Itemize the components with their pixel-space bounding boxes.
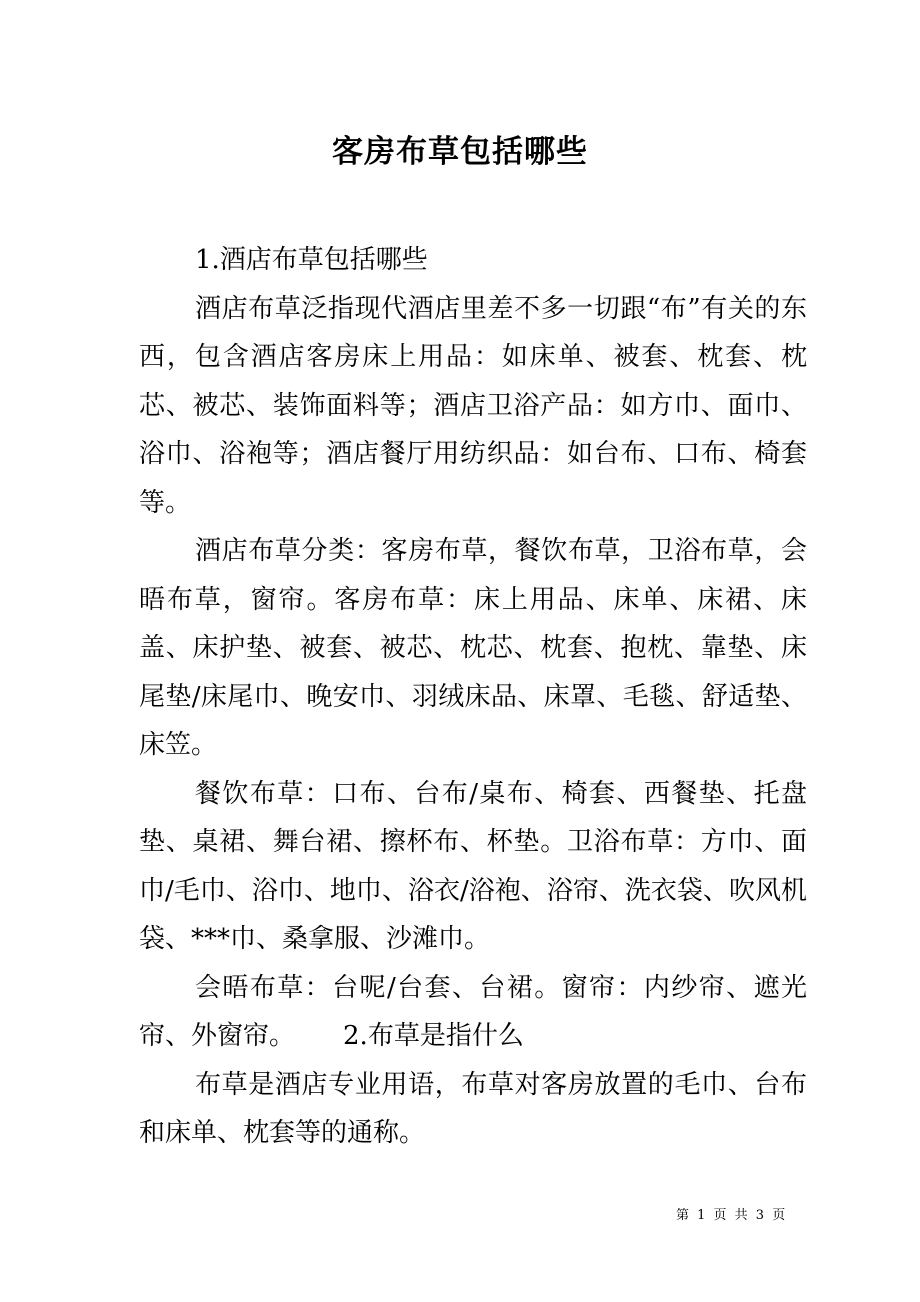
paragraph-4 — [139, 964, 807, 1061]
paragraph-2: 酒店布草分类：客房布草，餐饮布草，卫浴布草，会晤布草，窗帘。客房布草：床上用品、床单、床裙、床盖、床护垫、被套、被芯、枕芯、枕套、抱枕、靠垫、床尾垫/床尾巾、晚安巾、羽绒床品、床罩、毛毯、舒适垫、床笠。 — [139, 536, 807, 760]
document-title: 客房布草包括哪些 — [332, 134, 588, 170]
document-body — [139, 236, 807, 1158]
paragraph-1: 酒店布草泛指现代酒店里差不多一切跟“布”有关的东西，包含酒店客房床上用品：如床单、被套、枕套、枕芯、被芯、装饰面料等；酒店卫浴产品：如方巾、面巾、浴巾、浴袍等；酒店餐厅用纺织品：如台布、口布、椅套等。 — [139, 293, 807, 518]
section-heading-1: 1.酒店布草包括哪些 — [195, 245, 428, 275]
section-heading-2: 2.布草是指什么 — [343, 1021, 524, 1051]
paragraph-4-text: 会晤布草：台呢/台套、台裙。窗帘：内纱帘、遮光帘、外窗帘。 — [139, 972, 807, 1051]
page-number: 第 1 页 共 3 页 — [676, 1208, 788, 1223]
paragraph-5: 布草是酒店专业用语，布草对客房放置的毛巾、台布和床单、枕套等的通称。 — [139, 1069, 807, 1148]
paragraph-3: 餐饮布草：口布、台布/桌布、椅套、西餐垫、托盘垫、桌裙、舞台裙、擦杯布、杯垫。卫浴布草：方巾、面巾/毛巾、浴巾、地巾、浴衣/浴袍、浴帘、洗衣袋、吹风机袋、***巾、桑拿服、沙滩巾。 — [139, 778, 807, 954]
